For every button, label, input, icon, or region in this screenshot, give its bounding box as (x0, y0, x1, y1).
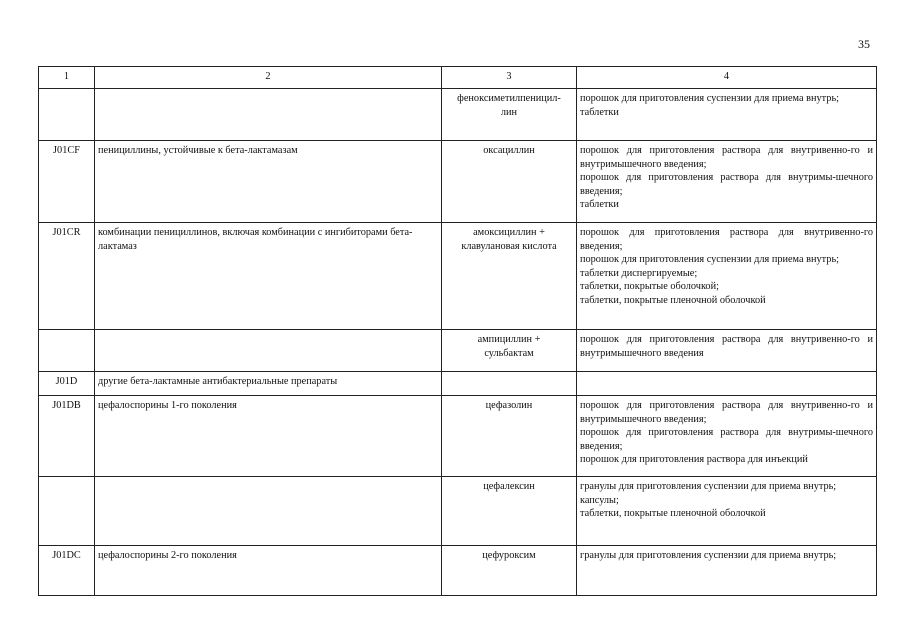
dosage-forms-cell (577, 89, 877, 141)
dosage-forms-cell (577, 330, 877, 372)
dosage-form: гранулы для приготовления суспензии для приема внутрь; (580, 481, 837, 492)
dosage-form: таблетки диспергируемые; (580, 267, 698, 279)
table-row (39, 89, 877, 141)
atc-code-cell: J01DC (39, 546, 95, 596)
drug-name-cell: оксациллин (442, 141, 577, 223)
drug-name-cell (442, 372, 577, 396)
column-header: 3 (442, 67, 577, 89)
table-row (39, 546, 877, 596)
dosage-forms-cell (577, 141, 877, 223)
drug-table (38, 66, 877, 596)
dosage-form: порошок для приготовления раствора для внутривенно-го и внутримышечного введения (580, 334, 873, 359)
atc-code-cell: J01CR (39, 223, 95, 330)
drug-name-cell: ампициллин + сульбактам (442, 330, 577, 372)
dosage-form: таблетки, покрытые пленочной оболочкой (580, 294, 766, 306)
dosage-form: порошок для приготовления раствора для внутривенно-го введения; (580, 227, 873, 252)
dosage-form: порошок для приготовления суспензии для приема внутрь; (580, 93, 840, 104)
group-name-cell: другие бета-лактамные антибактериальные препараты (95, 372, 442, 396)
drug-name-cell: цефуроксим (442, 546, 577, 596)
group-name-cell: цефалоспорины 2-го поколения (95, 546, 442, 596)
table-row (39, 330, 877, 372)
atc-code-cell: J01DB (39, 396, 95, 477)
column-header: 2 (95, 67, 442, 89)
table-row (39, 223, 877, 330)
dosage-form: порошок для приготовления раствора для внутримы-шечного введения; (580, 427, 873, 452)
dosage-form: таблетки, покрытые пленочной оболочкой (580, 508, 766, 520)
dosage-form: порошок для приготовления раствора для внутривенно-го и внутримышечного введения; (580, 145, 873, 170)
group-name-cell: пенициллины, устойчивые к бета-лактамазам (95, 141, 442, 223)
group-name-cell (95, 477, 442, 546)
dosage-forms-cell (577, 223, 877, 330)
dosage-form: порошок для приготовления раствора для внутривенно-го и внутримышечного введения; (580, 400, 873, 425)
header-row (39, 67, 877, 89)
drug-name-cell: цефалексин (442, 477, 577, 546)
dosage-form: порошок для приготовления раствора для инъекций (580, 454, 808, 466)
group-name-cell (95, 330, 442, 372)
drug-name-cell: феноксиметилпеницил- лин (442, 89, 577, 141)
dosage-form: таблетки, покрытые оболочкой; (580, 281, 719, 293)
dosage-form: порошок для приготовления раствора для внутримы-шечного введения; (580, 172, 873, 197)
group-name-cell (95, 89, 442, 141)
column-header: 4 (577, 67, 877, 89)
group-name-cell: комбинации пенициллинов, включая комбинации с ингибиторами бета-лактамаз (95, 223, 442, 330)
table-row (39, 396, 877, 477)
atc-code-cell (39, 89, 95, 141)
dosage-form: гранулы для приготовления суспензии для приема внутрь; (580, 550, 837, 561)
drug-name-cell: амоксициллин + клавулановая кислота (442, 223, 577, 330)
dosage-forms-cell (577, 546, 877, 596)
atc-code-cell: J01CF (39, 141, 95, 223)
table-row (39, 477, 877, 546)
dosage-forms-cell (577, 372, 877, 396)
page-number: 35 (858, 37, 870, 51)
table-row (39, 141, 877, 223)
atc-code-cell (39, 477, 95, 546)
column-header: 1 (39, 67, 95, 89)
group-name-cell: цефалоспорины 1-го поколения (95, 396, 442, 477)
dosage-form: таблетки (580, 199, 619, 211)
dosage-form: порошок для приготовления суспензии для приема внутрь; (580, 254, 840, 266)
dosage-forms-cell (577, 477, 877, 546)
dosage-forms-cell (577, 396, 877, 477)
table-body (39, 89, 877, 596)
dosage-form: капсулы; (580, 494, 619, 506)
dosage-form: таблетки (580, 106, 619, 118)
table-row (39, 372, 877, 396)
atc-code-cell (39, 330, 95, 372)
drug-name-cell: цефазолин (442, 396, 577, 477)
atc-code-cell: J01D (39, 372, 95, 396)
